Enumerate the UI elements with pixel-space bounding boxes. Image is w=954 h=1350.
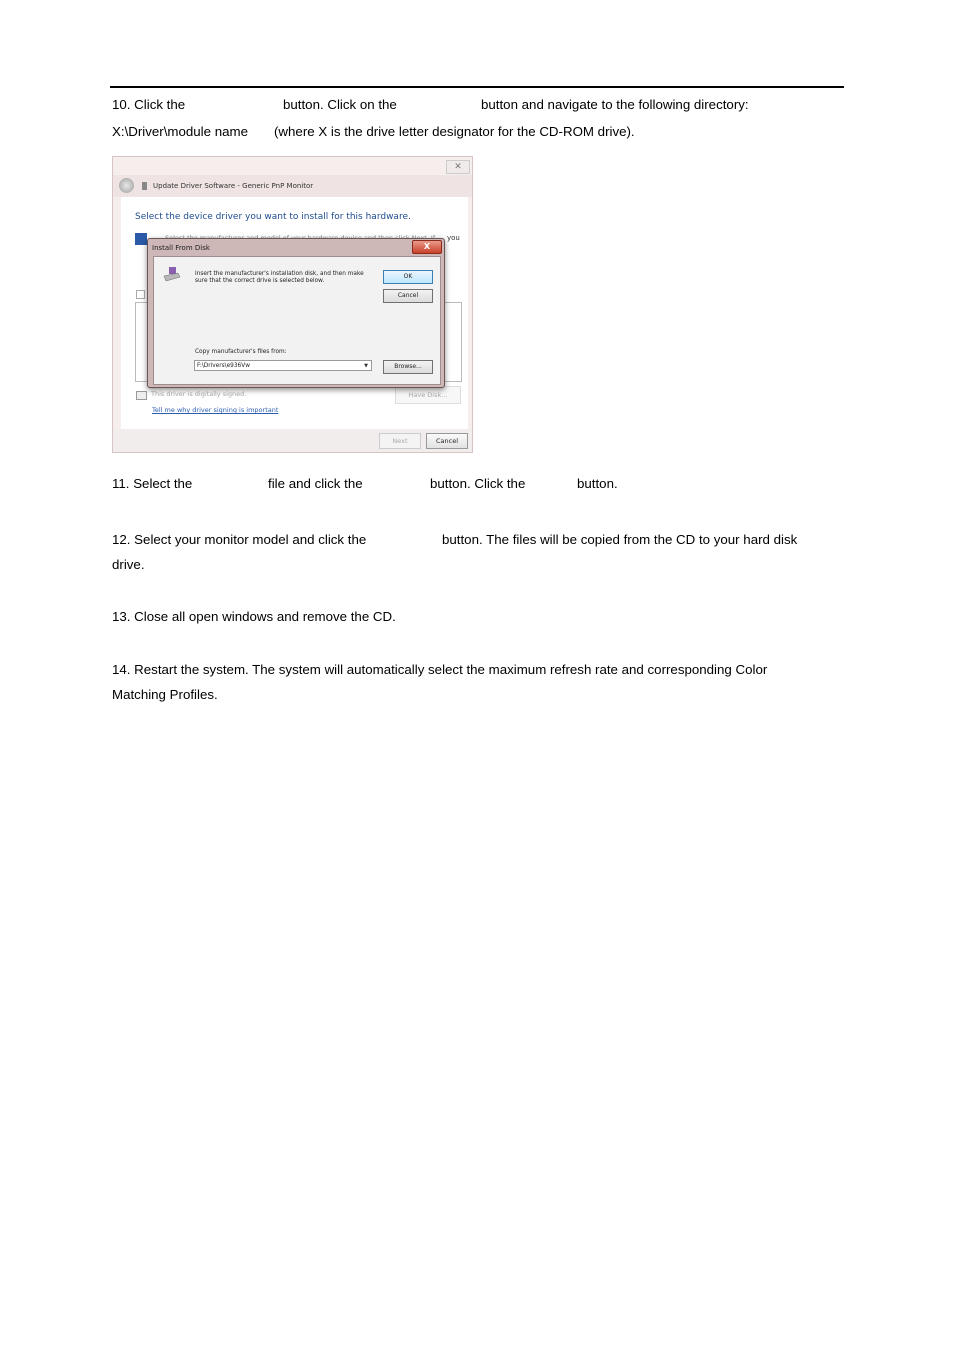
step-14-line-1: 14. Restart the system. The system will automatically select the maximum refresh rate and corresponding Color [112, 662, 768, 677]
monitor-icon [142, 182, 147, 190]
step-12-text-a: 12. Select your monitor model and click the [112, 532, 367, 547]
signed-status: This driver is digitally signed. [151, 390, 247, 398]
driver-signing-link[interactable]: Tell me why driver signing is important [152, 406, 279, 414]
step-10-note: (where X is the drive letter designator for the CD-ROM drive). [274, 124, 635, 139]
step-11-text-d: button. [577, 476, 618, 491]
driver-path: X:\Driver\module name [112, 124, 248, 139]
step-14-line-2: Matching Profiles. [112, 687, 218, 702]
ok-button[interactable]: OK [383, 270, 433, 284]
back-arrow-icon[interactable] [119, 178, 134, 193]
step-13: 13. Close all open windows and remove the CD. [112, 609, 396, 624]
next-button[interactable]: Next [379, 433, 421, 449]
path-value: F:\Drivers\e936Vw [197, 363, 250, 369]
dialog-message [195, 271, 364, 285]
wizard-heading: Select the device driver you want to install for this hardware. [135, 212, 411, 222]
wizard-title: Update Driver Software - Generic PnP Monitor [153, 182, 314, 190]
have-disk-button[interactable]: Have Disk... [395, 386, 461, 404]
step-11-text-c: button. Click the [430, 476, 526, 491]
dropdown-arrow-icon[interactable]: ▼ [364, 363, 368, 369]
dialog-close-button[interactable]: X [412, 240, 442, 254]
step-12-line-2: drive. [112, 557, 145, 572]
install-from-disk-dialog [147, 238, 445, 388]
wizard-cancel-button[interactable]: Cancel [426, 433, 468, 449]
dialog-title: Install From Disk [152, 244, 210, 252]
step-12-text-b: button. The files will be copied from the CD to your hard disk [442, 532, 798, 547]
step-11-text-b: file and click the [268, 476, 363, 491]
certificate-icon [136, 391, 147, 400]
window-close-button[interactable]: ✕ [446, 160, 470, 174]
wizard-subtext-tail: you [447, 234, 460, 242]
browse-button[interactable]: Browse... [383, 360, 433, 374]
path-combobox[interactable] [194, 360, 372, 371]
header-rule [110, 86, 844, 88]
install-from-disk-screenshot [112, 156, 473, 453]
disk-drive-icon [163, 267, 181, 282]
step-10-text-c: button and navigate to the following directory: [481, 97, 749, 112]
dialog-body [153, 256, 441, 385]
show-compatible-checkbox[interactable] [136, 290, 145, 299]
dialog-message-line-2: sure that the correct drive is selected below. [195, 278, 325, 284]
step-10-text-b: button. Click on the [283, 97, 397, 112]
step-10-text-a: 10. Click the [112, 97, 186, 112]
copy-files-label: Copy manufacturer's files from: [195, 349, 287, 355]
hardware-icon [135, 233, 147, 245]
step-11-text-a: 11. Select the [112, 476, 193, 491]
dialog-cancel-button[interactable]: Cancel [383, 289, 433, 303]
dialog-message-line-1: Insert the manufacturer's installation disk, and then make [195, 271, 364, 277]
